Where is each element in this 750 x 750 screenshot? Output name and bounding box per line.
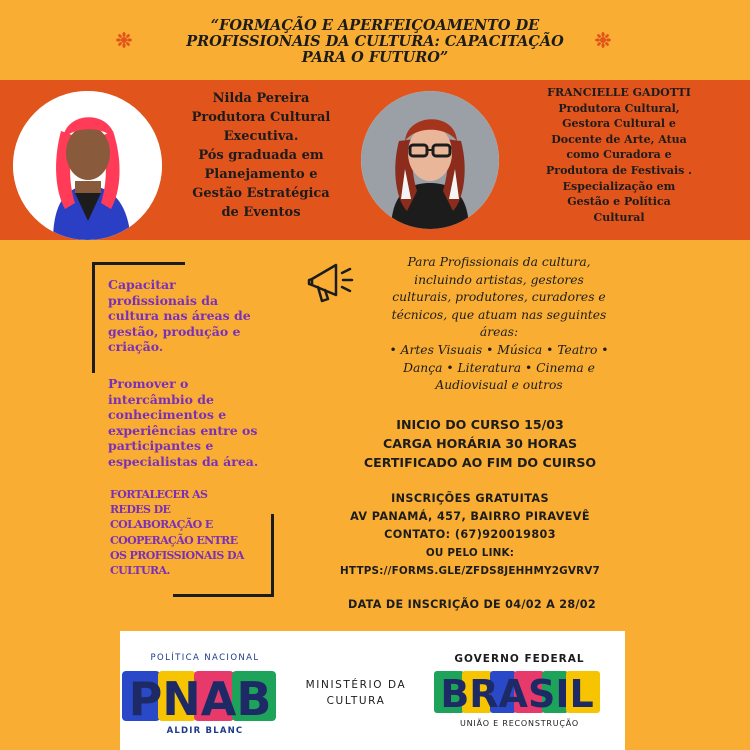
gov-top-text: GOVERNO FEDERAL: [454, 653, 585, 665]
registration-link-label: OU PELO LINK:: [425, 547, 515, 559]
goal-line: FORTALECER AS: [110, 488, 208, 501]
goal-line: criação.: [108, 339, 164, 355]
audience-line: Dança • Literatura • Cinema e: [403, 360, 595, 375]
title-line: PARA O FUTURO”: [301, 49, 449, 66]
bio-line: FRANCIELLE GADOTTI: [547, 86, 691, 99]
audience-line: incluindo artistas, gestores: [414, 272, 584, 287]
sponsor-logos: [120, 631, 625, 750]
audience-line: Para Profissionais da cultura,: [407, 255, 591, 269]
gov-bottom-text: UNIÃO E RECONSTRUÇÃO: [459, 719, 580, 728]
bio-line: Nilda Pereira: [212, 91, 310, 106]
bio-line: de Eventos: [221, 205, 301, 220]
speaker-bio-nilda: [176, 89, 346, 222]
bio-line: Gestora Cultural e: [562, 117, 676, 131]
ministry-text: [296, 677, 416, 709]
goal-fortalecer: [110, 487, 244, 578]
goal-promover: [108, 376, 258, 470]
ministry-line: CULTURA: [326, 695, 386, 707]
audience-line: culturais, produtores, curadores e: [392, 290, 606, 305]
bio-line: Cultural: [593, 210, 645, 224]
course-hours: CARGA HORÁRIA 30 HORAS: [382, 436, 578, 451]
bio-line: Docente de Arte, Atua: [551, 132, 687, 146]
goal-line: COLABORAÇÃO E: [110, 518, 213, 532]
registration-address: AV PANAMÁ, 457, BAIRRO PIRAVEVÊ: [350, 510, 590, 523]
goal-line: CULTURA.: [110, 564, 170, 578]
brasil-logo: [432, 667, 602, 717]
ministry-line: MINISTÉRIO DA: [305, 679, 407, 691]
pnab-word: PNAB: [128, 672, 272, 725]
registration-dates: DATA DE INSCRIÇÃO DE 04/02 A 28/02: [348, 598, 596, 611]
goal-line: OS PROFISSIONAIS DA: [110, 548, 244, 562]
goal-capacitar: [108, 277, 251, 355]
registration-contact: CONTATO: (67)920019803: [384, 528, 556, 541]
title-line: “FORMAÇÃO E APERFEIÇOAMENTO DE: [210, 17, 540, 34]
goal-line: REDES DE: [110, 503, 171, 517]
goal-line: COOPERAÇÃO ENTRE: [110, 533, 238, 547]
speaker-photo-nilda: [13, 91, 162, 240]
flower-icon: [116, 32, 132, 48]
bio-line: como Curadora e: [566, 148, 672, 162]
audience-line: Audiovisual e outros: [435, 378, 563, 393]
goal-line: especialistas da área.: [108, 453, 259, 469]
goal-line: Capacitar: [108, 277, 176, 292]
course-info: [310, 415, 650, 472]
course-certificate: CERTIFICADO AO FIM DO CUIRSO: [363, 455, 597, 470]
pnab-bottom-text: ALDIR BLANC: [166, 726, 244, 736]
goal-line: participantes e: [108, 438, 214, 454]
bio-line: Produtora Cultural,: [558, 101, 680, 115]
bio-line: Gestão e Política: [567, 195, 671, 209]
megaphone-icon: [306, 255, 356, 307]
speaker-bio-francielle: [530, 85, 708, 225]
course-start: INICIO DO CURSO 15/03: [396, 417, 564, 432]
goal-line: gestão, produção e: [108, 323, 241, 339]
bio-line: Produtora Cultural: [191, 110, 331, 125]
registration-info: [310, 490, 630, 580]
pnab-logo: [120, 667, 280, 725]
goal-line: intercâmbio de: [108, 391, 214, 407]
brasil-word: BRASIL: [440, 672, 594, 716]
audience-line: áreas:: [479, 325, 519, 340]
audience-line: • Artes Visuais • Música • Teatro •: [389, 342, 609, 357]
goal-line: profissionais da: [108, 292, 219, 308]
registration-free: INSCRIÇÕES GRATUITAS: [391, 492, 549, 505]
bio-line: Executiva.: [223, 129, 299, 144]
audience-text: [364, 254, 634, 395]
bio-line: Pós graduada em: [198, 148, 324, 163]
poster-title: [150, 18, 600, 66]
audience-line: técnicos, que atuam nas seguintes: [391, 307, 607, 322]
goal-line: Promover o: [108, 376, 189, 391]
goal-line: cultura nas áreas de: [108, 308, 251, 324]
bio-line: Produtora de Festivais .: [546, 163, 692, 177]
speaker-photo-francielle: [361, 91, 499, 229]
title-line: PROFISSIONAIS DA CULTURA: CAPACITAÇÃO: [186, 33, 564, 50]
registration-link[interactable]: HTTPS://FORMS.GLE/ZFDS8JEHHMY2GVRV7: [340, 565, 600, 577]
pnab-top-text: POLÍTICA NACIONAL: [150, 653, 260, 663]
goal-line: experiências entre os: [108, 422, 258, 438]
bio-line: Planejamento e: [204, 167, 318, 182]
bio-line: Especialização em: [562, 179, 676, 193]
bio-line: Gestão Estratégica: [192, 186, 330, 201]
goal-line: conhecimentos e: [108, 407, 227, 423]
